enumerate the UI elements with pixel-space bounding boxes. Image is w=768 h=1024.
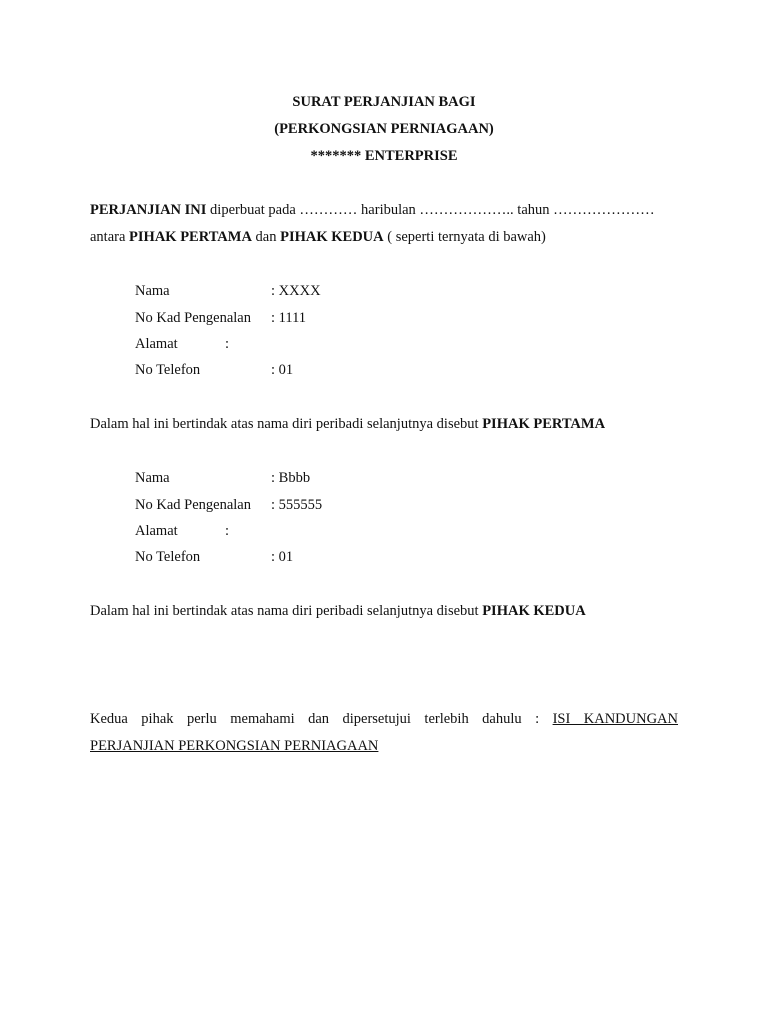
closing-line-1 (90, 709, 678, 729)
intro-bold-pihak-pertama: PIHAK PERTAMA (129, 229, 252, 245)
party1-phone-label: No Telefon (135, 362, 201, 378)
intro-text-dan: dan (251, 229, 281, 245)
party2-statement-text: Dalam hal ini bertindak atas nama diri peribadi selanjutnya disebut (90, 603, 483, 619)
party1-ic-label: No Kad Pengenalan (135, 310, 251, 326)
intro-line-2 (90, 227, 678, 247)
closing-underlined-1: ISI KANDUNGAN (552, 711, 679, 727)
party2-statement-bold: PIHAK KEDUA (482, 603, 586, 619)
intro-bold-perjanjian: PERJANJIAN INI (90, 202, 207, 218)
party1-name-label: Nama (135, 283, 170, 299)
party1-ic-value: : 1111 (271, 310, 307, 326)
party1-name-value: : XXXX (271, 283, 321, 299)
party2-ic-value: : 555555 (271, 497, 323, 513)
intro-text-seperti: ( seperti ternyata di bawah) (383, 229, 546, 245)
title-line-3: ******* ENTERPRISE (310, 148, 458, 164)
party1-statement-bold: PIHAK PERTAMA (482, 416, 606, 432)
party1-address-value: : (225, 336, 230, 352)
party2-phone-label: No Telefon (135, 549, 201, 565)
intro-text-date: diperbuat pada ………… haribulan ……………….. tahun ………………… (206, 202, 655, 218)
party2-statement (90, 601, 678, 621)
title-line-1: SURAT PERJANJIAN BAGI (292, 94, 476, 110)
closing-underlined-2: PERJANJIAN PERKONGSIAN PERNIAGAAN (90, 738, 379, 754)
party1-phone-value: : 01 (271, 362, 294, 378)
intro-text-antara: antara (90, 229, 130, 245)
intro-bold-pihak-kedua: PIHAK KEDUA (280, 229, 384, 245)
closing-line-2 (90, 736, 678, 756)
party2-address-value: : (225, 523, 230, 539)
party2-address-label: Alamat (135, 523, 178, 539)
party2-name-value: : Bbbb (271, 470, 311, 486)
intro-line-1 (90, 200, 678, 220)
title-line-2: (PERKONGSIAN PERNIAGAAN) (274, 121, 494, 137)
party1-statement-text: Dalam hal ini bertindak atas nama diri peribadi selanjutnya disebut (90, 416, 483, 432)
party2-name-label: Nama (135, 470, 170, 486)
party2-ic-label: No Kad Pengenalan (135, 497, 251, 513)
party1-address-label: Alamat (135, 336, 178, 352)
party1-statement (90, 414, 678, 434)
closing-text: Kedua pihak perlu memahami dan dipersetujui terlebih dahulu : (90, 711, 553, 727)
party2-phone-value: : 01 (271, 549, 294, 565)
